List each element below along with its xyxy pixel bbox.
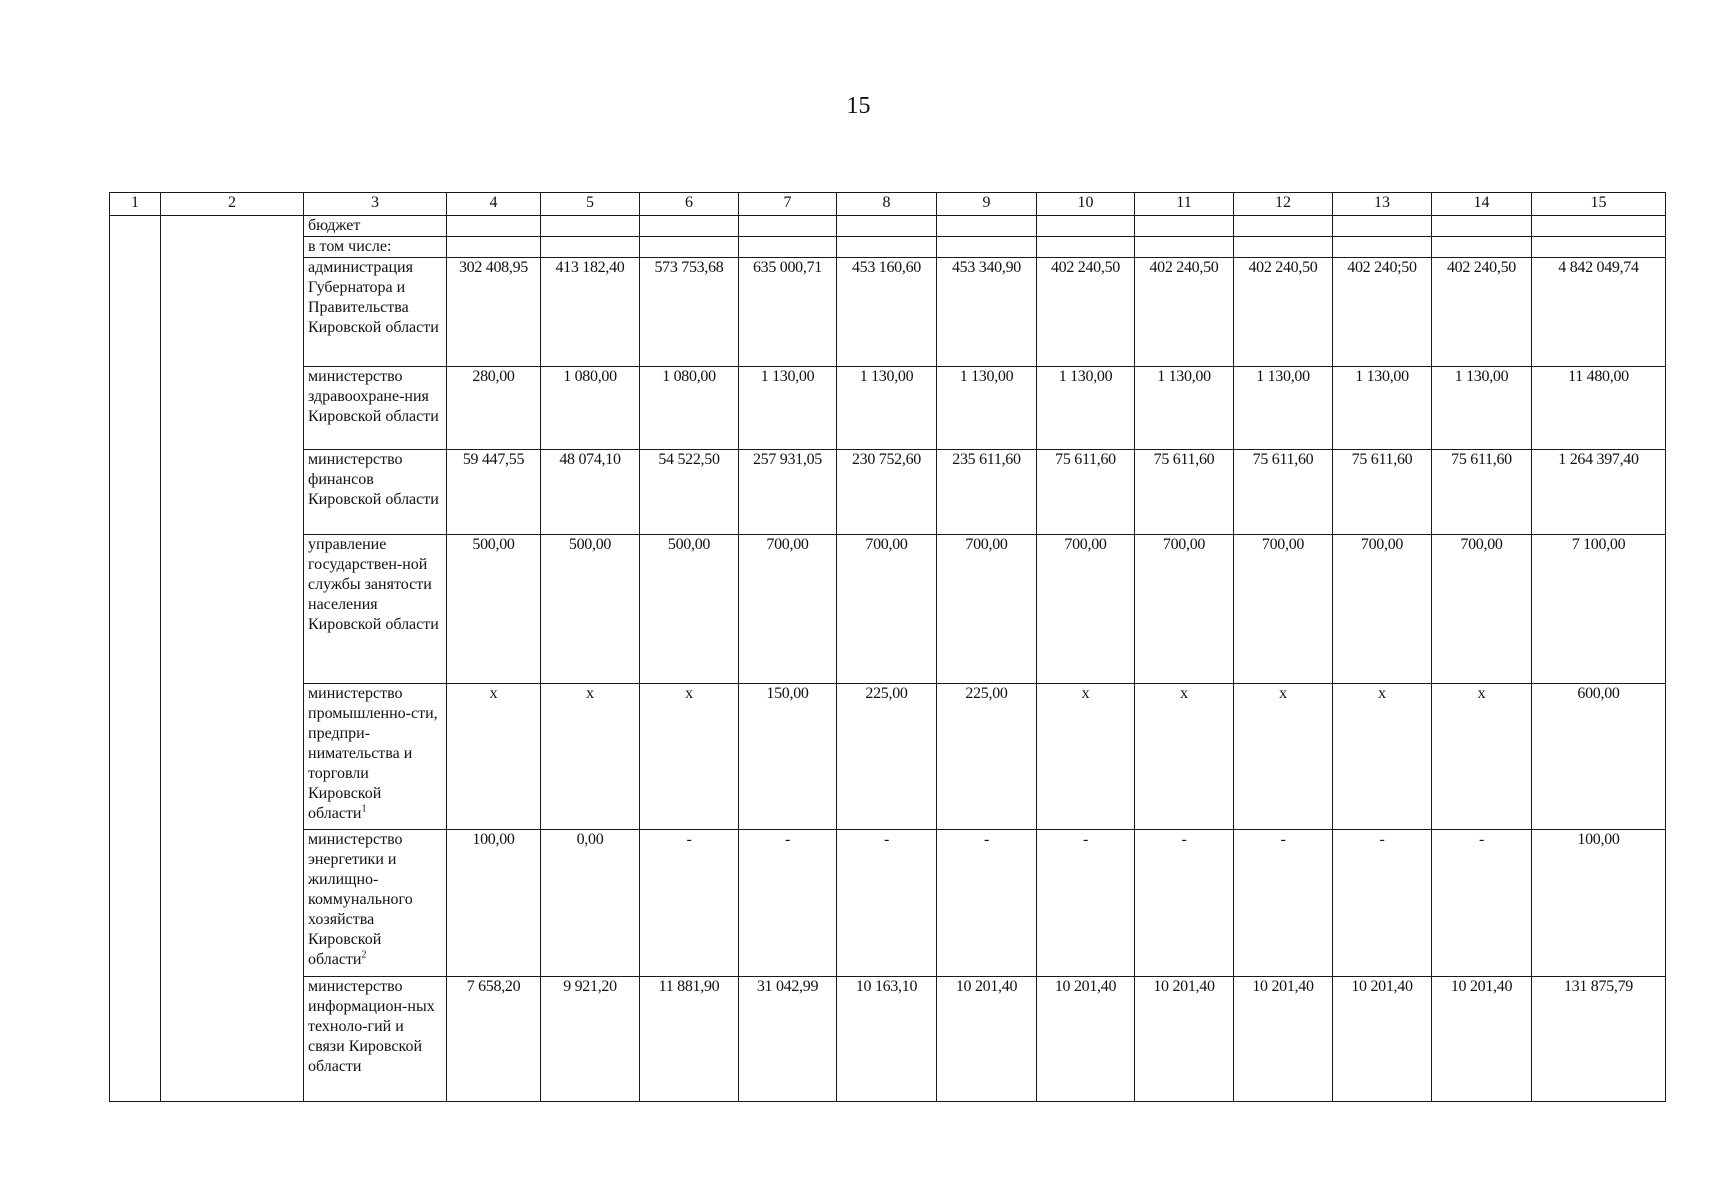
- value-cell-col-5: 9 921,20: [541, 977, 640, 1102]
- value-cell-col-5: 413 182,40: [541, 258, 640, 367]
- value-cell-col-8: 700,00: [837, 535, 937, 684]
- table-row: [110, 237, 1666, 258]
- value-cell-col-6: -: [640, 830, 739, 977]
- organization-name: министерство информацион-ных техноло-гий и связи Кировской области: [308, 978, 435, 1075]
- value-cell-col-6: 573 753,68: [640, 258, 739, 367]
- value-cell-col-15: 100,00: [1532, 830, 1666, 977]
- value-cell-col-15: 11 480,00: [1532, 367, 1666, 450]
- value-cell-col-5: 1 080,00: [541, 367, 640, 450]
- value-cell-col-6: 1 080,00: [640, 367, 739, 450]
- empty-cell: [1532, 237, 1666, 258]
- value-cell-col-5: 0,00: [541, 830, 640, 977]
- value-cell-col-5: 500,00: [541, 535, 640, 684]
- empty-cell: [640, 216, 739, 237]
- column-header-2: 2: [161, 193, 304, 216]
- row-label: в том числе:: [304, 237, 447, 258]
- row-label-cell: [304, 258, 447, 367]
- column-header-5: 5: [541, 193, 640, 216]
- empty-cell: [447, 237, 541, 258]
- empty-cell: [541, 216, 640, 237]
- column-header-10: 10: [1037, 193, 1135, 216]
- value-cell-col-6: х: [640, 684, 739, 830]
- value-cell-col-10: -: [1037, 830, 1135, 977]
- value-cell-col-7: 257 931,05: [739, 450, 837, 535]
- value-cell-col-6: 54 522,50: [640, 450, 739, 535]
- value-cell-col-13: 402 240;50: [1333, 258, 1432, 367]
- value-cell-col-8: 453 160,60: [837, 258, 937, 367]
- value-cell-col-9: 1 130,00: [937, 367, 1037, 450]
- value-cell-col-12: 10 201,40: [1234, 977, 1333, 1102]
- value-cell-col-9: -: [937, 830, 1037, 977]
- value-cell-col-13: 10 201,40: [1333, 977, 1432, 1102]
- empty-cell: [1234, 237, 1333, 258]
- budget-table: [109, 192, 1666, 1102]
- value-cell-col-4: 280,00: [447, 367, 541, 450]
- value-cell-col-12: 75 611,60: [1234, 450, 1333, 535]
- column-header-1: 1: [110, 193, 161, 216]
- empty-cell: [640, 237, 739, 258]
- value-cell-col-11: -: [1135, 830, 1234, 977]
- value-cell-col-11: 1 130,00: [1135, 367, 1234, 450]
- value-cell-col-7: 31 042,99: [739, 977, 837, 1102]
- empty-cell: [837, 216, 937, 237]
- organization-name: министерство энергетики и жилищно-коммунального хозяйства Кировской области: [308, 831, 413, 968]
- empty-cell: [937, 216, 1037, 237]
- value-cell-col-15: 600,00: [1532, 684, 1666, 830]
- column-header-12: 12: [1234, 193, 1333, 216]
- value-cell-col-7: 700,00: [739, 535, 837, 684]
- empty-cell: [1432, 216, 1532, 237]
- table-row: [110, 216, 1666, 237]
- empty-cell: [837, 237, 937, 258]
- value-cell-col-15: 4 842 049,74: [1532, 258, 1666, 367]
- row-label-cell: [304, 535, 447, 684]
- value-cell-col-4: 100,00: [447, 830, 541, 977]
- empty-cell: [1432, 237, 1532, 258]
- value-cell-col-10: х: [1037, 684, 1135, 830]
- value-cell-col-10: 402 240,50: [1037, 258, 1135, 367]
- value-cell-col-10: 10 201,40: [1037, 977, 1135, 1102]
- empty-cell: [1037, 237, 1135, 258]
- value-cell-col-13: 75 611,60: [1333, 450, 1432, 535]
- table-row: [110, 977, 1666, 1102]
- column-header-7: 7: [739, 193, 837, 216]
- value-cell-col-9: 453 340,90: [937, 258, 1037, 367]
- value-cell-col-12: 700,00: [1234, 535, 1333, 684]
- empty-cell: [1333, 237, 1432, 258]
- footnote-marker: 2: [361, 949, 367, 961]
- column-header-3: 3: [304, 193, 447, 216]
- value-cell-col-14: 75 611,60: [1432, 450, 1532, 535]
- empty-cell: [739, 237, 837, 258]
- table-row: [110, 367, 1666, 450]
- table-row: [110, 535, 1666, 684]
- value-cell-col-9: 700,00: [937, 535, 1037, 684]
- empty-cell: [1333, 216, 1432, 237]
- footnote-marker: 1: [361, 803, 367, 815]
- row-label: бюджет: [304, 216, 447, 237]
- value-cell-col-10: 75 611,60: [1037, 450, 1135, 535]
- value-cell-col-14: 700,00: [1432, 535, 1532, 684]
- organization-name: министерство здравоохране-ния Кировской области: [308, 368, 439, 425]
- column-header-6: 6: [640, 193, 739, 216]
- value-cell-col-4: 59 447,55: [447, 450, 541, 535]
- row-label-cell: [304, 830, 447, 977]
- empty-cell: [739, 216, 837, 237]
- value-cell-col-14: 10 201,40: [1432, 977, 1532, 1102]
- value-cell-col-10: 700,00: [1037, 535, 1135, 684]
- page-number: 15: [846, 93, 871, 119]
- row-label-cell: [304, 684, 447, 830]
- value-cell-col-4: 302 408,95: [447, 258, 541, 367]
- value-cell-col-13: х: [1333, 684, 1432, 830]
- value-cell-col-7: 635 000,71: [739, 258, 837, 367]
- value-cell-col-7: 1 130,00: [739, 367, 837, 450]
- value-cell-col-10: 1 130,00: [1037, 367, 1135, 450]
- column-header-15: 15: [1532, 193, 1666, 216]
- empty-cell: [1532, 216, 1666, 237]
- value-cell-col-15: 1 264 397,40: [1532, 450, 1666, 535]
- value-cell-col-8: 225,00: [837, 684, 937, 830]
- value-cell-col-9: 10 201,40: [937, 977, 1037, 1102]
- value-cell-col-4: 500,00: [447, 535, 541, 684]
- value-cell-col-4: х: [447, 684, 541, 830]
- value-cell-col-8: 230 752,60: [837, 450, 937, 535]
- value-cell-col-13: 700,00: [1333, 535, 1432, 684]
- value-cell-col-7: -: [739, 830, 837, 977]
- empty-cell: [1135, 237, 1234, 258]
- organization-name: управление государствен-ной службы занятости населения Кировской области: [308, 536, 439, 633]
- value-cell-col-6: 500,00: [640, 535, 739, 684]
- empty-cell: [447, 216, 541, 237]
- value-cell-col-11: 75 611,60: [1135, 450, 1234, 535]
- empty-cell: [1135, 216, 1234, 237]
- value-cell-col-14: 1 130,00: [1432, 367, 1532, 450]
- column-number-row: [110, 193, 1666, 216]
- organization-name: министерство промышленно-сти, предпри-нимательства и торговли Кировской области: [308, 685, 438, 822]
- row-label-cell: [304, 977, 447, 1102]
- column-1-cell: [110, 216, 161, 1102]
- value-cell-col-12: х: [1234, 684, 1333, 830]
- value-cell-col-5: х: [541, 684, 640, 830]
- value-cell-col-11: 402 240,50: [1135, 258, 1234, 367]
- value-cell-col-8: 1 130,00: [837, 367, 937, 450]
- value-cell-col-14: х: [1432, 684, 1532, 830]
- empty-cell: [1234, 216, 1333, 237]
- value-cell-col-12: 402 240,50: [1234, 258, 1333, 367]
- value-cell-col-9: 235 611,60: [937, 450, 1037, 535]
- value-cell-col-8: -: [837, 830, 937, 977]
- column-header-13: 13: [1333, 193, 1432, 216]
- column-header-14: 14: [1432, 193, 1532, 216]
- value-cell-col-11: 700,00: [1135, 535, 1234, 684]
- value-cell-col-4: 7 658,20: [447, 977, 541, 1102]
- empty-cell: [1037, 216, 1135, 237]
- value-cell-col-8: 10 163,10: [837, 977, 937, 1102]
- row-label-cell: [304, 450, 447, 535]
- value-cell-col-14: 402 240,50: [1432, 258, 1532, 367]
- value-cell-col-9: 225,00: [937, 684, 1037, 830]
- value-cell-col-15: 7 100,00: [1532, 535, 1666, 684]
- table-row: [110, 450, 1666, 535]
- value-cell-col-12: -: [1234, 830, 1333, 977]
- value-cell-col-13: 1 130,00: [1333, 367, 1432, 450]
- table-row: [110, 684, 1666, 830]
- value-cell-col-5: 48 074,10: [541, 450, 640, 535]
- column-header-4: 4: [447, 193, 541, 216]
- organization-name: администрация Губернатора и Правительства Кировской области: [308, 259, 439, 336]
- column-header-11: 11: [1135, 193, 1234, 216]
- empty-cell: [541, 237, 640, 258]
- value-cell-col-14: -: [1432, 830, 1532, 977]
- value-cell-col-7: 150,00: [739, 684, 837, 830]
- value-cell-col-15: 131 875,79: [1532, 977, 1666, 1102]
- value-cell-col-12: 1 130,00: [1234, 367, 1333, 450]
- value-cell-col-13: -: [1333, 830, 1432, 977]
- value-cell-col-6: 11 881,90: [640, 977, 739, 1102]
- table-body: [110, 216, 1666, 1102]
- column-2-cell: [161, 216, 304, 1102]
- column-header-8: 8: [837, 193, 937, 216]
- empty-cell: [937, 237, 1037, 258]
- value-cell-col-11: 10 201,40: [1135, 977, 1234, 1102]
- value-cell-col-11: х: [1135, 684, 1234, 830]
- table-row: [110, 830, 1666, 977]
- row-label-cell: [304, 367, 447, 450]
- column-header-9: 9: [937, 193, 1037, 216]
- organization-name: министерство финансов Кировской области: [308, 451, 439, 508]
- table-row: [110, 258, 1666, 367]
